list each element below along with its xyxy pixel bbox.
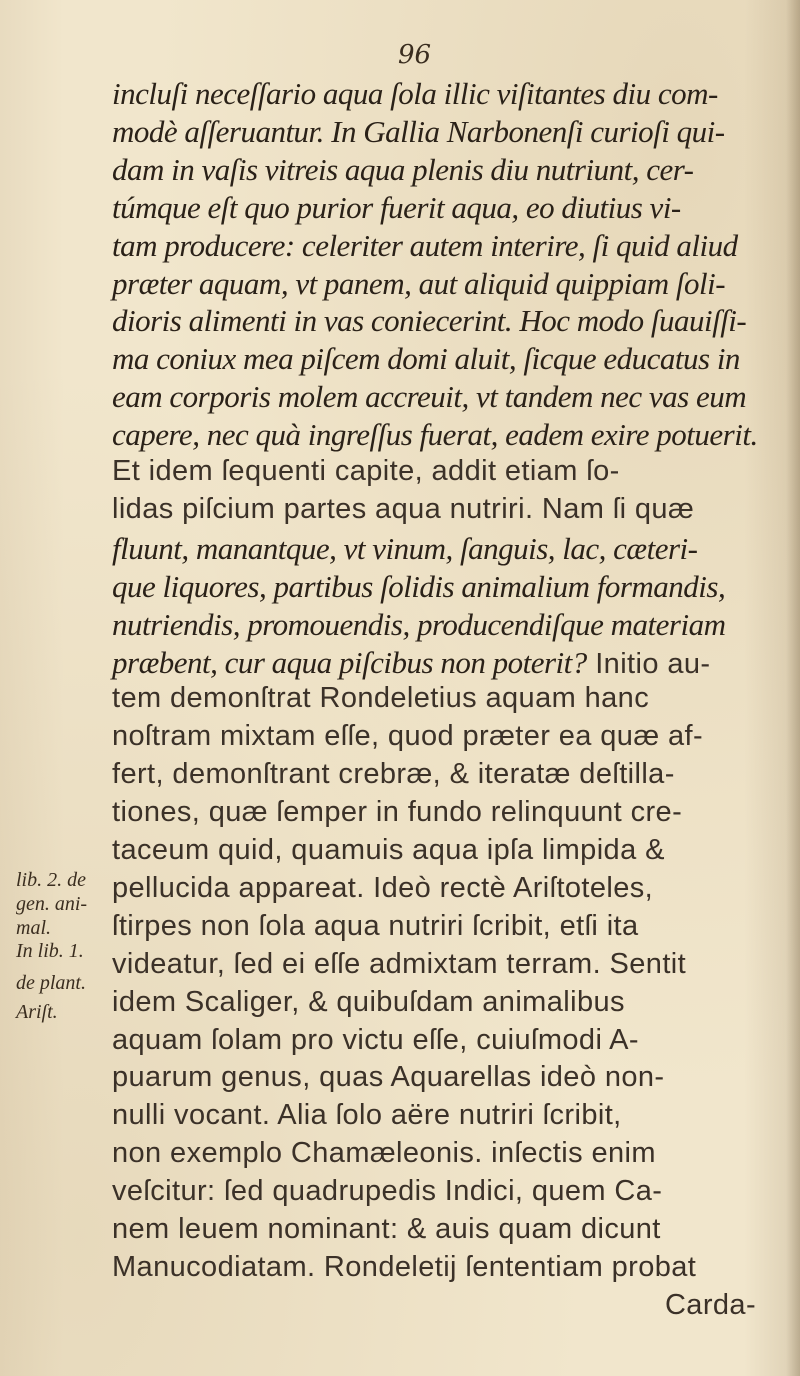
text-line: nem leuem nominant: & auis quam dicunt <box>112 1213 661 1245</box>
text-line: tem demonſtrat Rondeletius aquam hanc <box>112 682 650 715</box>
text-line: nulli vocant. Alia ſolo aëre nutriri ſcribit, <box>112 1099 622 1132</box>
margin-note: gen. ani- <box>16 893 88 915</box>
text-line: tiones, quæ ſemper in fundo relinquunt cre- <box>112 796 683 829</box>
margin-note: mal. <box>16 917 51 939</box>
text-line: Manucodiatam. Rondeletij ſententiam probat <box>112 1250 697 1283</box>
text-line: præter aquam, vt panem, aut aliquid quippiam ſoli- <box>112 265 726 301</box>
text-line: modè aſſeruantur. In Gallia Narbonenſi curioſi qui- <box>112 113 725 149</box>
text-line: puarum genus, quas Aquarellas ideò non- <box>112 1061 665 1094</box>
italic-segment: præbent, cur aqua piſcibus non poterit? <box>112 644 587 680</box>
text-line: eam corporis molem accreuit, vt tandem nec vas eum <box>112 379 747 415</box>
text-line: taceum quid, quamuis aqua ipſa limpida & <box>112 834 665 866</box>
text-line: túmque eſt quo purior fuerit aqua, eo diutius vi- <box>112 189 681 225</box>
text-line: pellucida appareat. Ideò rectè Ariſtoteles, <box>112 871 654 904</box>
text-line: nutriendis, promouendis, producendiſque materiam <box>112 606 726 642</box>
margin-note: Ariſt. <box>16 1001 58 1023</box>
page-edge-shadow <box>786 0 800 1376</box>
text-line: fert, demonſtrant crebræ, & iteratæ deſtilla- <box>112 758 675 791</box>
text-line: Et idem ſequenti capite, addit etiam ſo- <box>112 455 620 487</box>
text-line: incluſi neceſſario aqua ſola illic viſitantes diu com- <box>112 76 718 111</box>
text-line: veſcitur: ſed quadrupedis Indici, quem Ca- <box>112 1175 663 1208</box>
text-line <box>112 644 711 680</box>
text-line: dam in vaſis vitreis aqua plenis diu nutriunt, cer- <box>112 151 694 187</box>
margin-note: lib. 2. de <box>16 869 86 891</box>
page-number: 96 <box>398 40 432 70</box>
text-line: capere, nec quà ingreſſus fuerat, eadem exire potuerit. <box>112 417 758 453</box>
text-line: aquam ſolam pro victu eſſe, cuiuſmodi A- <box>112 1023 639 1056</box>
margin-note: de plant. <box>16 972 86 994</box>
margin-note: In lib. 1. <box>16 940 84 962</box>
text-line: Carda- <box>664 1288 756 1321</box>
text-line: non exemplo Chamæleonis. inſectis enim <box>112 1137 656 1170</box>
text-line: videatur, ſed ei eſſe admixtam terram. Sentit <box>112 947 687 980</box>
roman-segment: Initio au- <box>586 647 711 680</box>
text-line: que liquores, partibus ſolidis animalium formandis, <box>112 568 726 604</box>
text-line: idem Scaliger, & quibuſdam animalibus <box>112 985 625 1018</box>
text-line: tam producere: celeriter autem interire, ſi quid aliud <box>112 227 738 263</box>
text-line: noſtram mixtam eſſe, quod præter ea quæ af- <box>112 720 704 753</box>
text-line: ma coniux mea piſcem domi aluit, ſicque educatus in <box>112 341 740 377</box>
text-line: fluunt, manantque, vt vinum, ſanguis, lac, cæteri- <box>112 530 698 566</box>
text-line: ſtirpes non ſola aqua nutriri ſcribit, etſi ita <box>112 909 639 942</box>
text-line: dioris alimenti in vas coniecerint. Hoc modo ſuauiſſi- <box>112 303 747 339</box>
text-line: lidas piſcium partes aqua nutriri. Nam ſi quæ <box>112 492 695 525</box>
